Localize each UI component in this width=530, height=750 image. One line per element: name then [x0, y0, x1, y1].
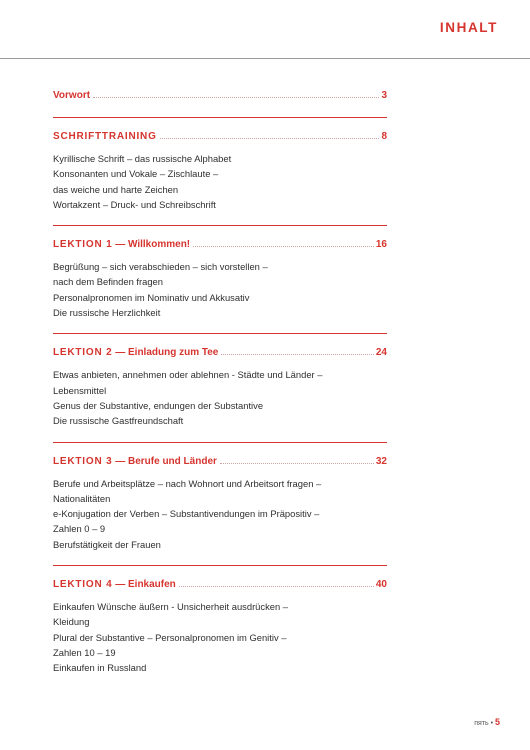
toc-entry-heading[interactable] — [53, 347, 387, 361]
toc-entry-heading[interactable] — [53, 90, 387, 104]
toc-entry-heading[interactable] — [53, 456, 387, 470]
dot-leader — [221, 354, 374, 355]
page-header — [0, 0, 530, 59]
topic-item: Genus der Substantive, endungen der Substantive — [53, 399, 264, 411]
topic-item: Lebensmittel — [53, 384, 107, 396]
topic-item: Zahlen 0 – 9 — [53, 523, 106, 535]
toc-entry-lektion-2 — [53, 347, 387, 428]
topic-item: Einkaufen in Russland — [53, 662, 147, 674]
toc-page-number: 3 — [381, 90, 387, 101]
topic-item: Wortakzent – Druck- und Schreibschrift — [53, 198, 216, 210]
dot-leader — [179, 586, 374, 587]
topic-item: Nationalitäten — [53, 492, 111, 504]
dot-leader — [220, 463, 374, 464]
toc-entry-schrifttraining — [53, 131, 387, 212]
topic-item: nach dem Befinden fragen — [53, 276, 163, 288]
topic-item: Die russische Gastfreundschaft — [53, 415, 184, 427]
topic-list — [53, 367, 387, 428]
toc-entry-label: LEKTION 1 — Willkommen! — [53, 239, 191, 251]
topic-list — [53, 151, 387, 212]
topic-item: Begrüßung – sich verabschieden – sich vorstellen – — [53, 261, 268, 273]
page-title: INHALT — [439, 20, 498, 35]
dot-leader — [93, 97, 379, 98]
section-divider — [53, 565, 387, 566]
toc-entry-label: SCHRIFTTRAINING — [53, 131, 157, 142]
topic-item: Einkaufen Wünsche äußern - Unsicherheit ausdrücken – — [53, 601, 289, 613]
topic-item: Berufe und Arbeitsplätze – nach Wohnort und Arbeitsort fragen – — [53, 477, 322, 489]
topic-item: Kleidung — [53, 616, 90, 628]
toc-page-number: 16 — [375, 239, 387, 251]
toc-entry-label: LEKTION 2 — Einladung zum Tee — [53, 347, 219, 359]
topic-item: Etwas anbieten, annehmen oder ablehnen - Städte und Länder – — [53, 369, 323, 381]
toc-page-number: 8 — [381, 131, 387, 142]
topic-item: Zahlen 10 – 19 — [53, 646, 116, 658]
topic-item: Kyrillische Schrift – das russische Alphabet — [53, 153, 232, 164]
toc-entry-lektion-3 — [53, 456, 387, 552]
topic-item: Konsonanten und Vokale – Zischlaute – — [53, 168, 219, 180]
toc-entry-lektion-4 — [53, 579, 387, 675]
topic-list — [53, 476, 387, 552]
toc-entry-heading[interactable] — [53, 131, 387, 145]
section-divider — [53, 333, 387, 334]
toc-entry-heading[interactable] — [53, 239, 387, 253]
toc-entry-label: LEKTION 3 — Berufe und Länder — [53, 455, 217, 467]
dot-leader — [193, 246, 374, 247]
section-divider — [53, 225, 387, 226]
footer-separator: • — [490, 720, 494, 727]
section-divider — [53, 442, 387, 443]
footer-word: пять — [474, 720, 489, 727]
topic-item: Berufstätigkeit der Frauen — [53, 538, 161, 550]
topic-list — [53, 599, 387, 675]
topic-list — [53, 259, 387, 320]
table-of-contents — [53, 90, 387, 689]
toc-page-number: 32 — [375, 455, 387, 467]
topic-item: das weiche und harte Zeichen — [53, 183, 179, 195]
toc-entry-heading[interactable] — [53, 579, 387, 593]
topic-item: Die russische Herzlichkeit — [53, 307, 161, 319]
topic-item: Plural der Substantive – Personalpronomen im Genitiv – — [53, 631, 287, 643]
toc-entry-label: Vorwort — [53, 90, 91, 101]
dot-leader — [160, 138, 380, 139]
toc-page-number: 24 — [375, 347, 387, 359]
toc-entry-lektion-1 — [53, 239, 387, 320]
page-number: 5 — [494, 717, 500, 727]
topic-item: Personalpronomen im Nominativ und Akkusativ — [53, 291, 250, 303]
toc-page-number: 40 — [375, 579, 387, 591]
toc-entry-label: LEKTION 4 — Einkaufen — [53, 579, 176, 591]
toc-entry-vorwort — [53, 90, 387, 104]
topic-item: e-Konjugation der Verben – Substantivendungen im Präpositiv – — [53, 508, 320, 520]
page-footer — [474, 717, 500, 727]
section-divider — [53, 117, 387, 118]
